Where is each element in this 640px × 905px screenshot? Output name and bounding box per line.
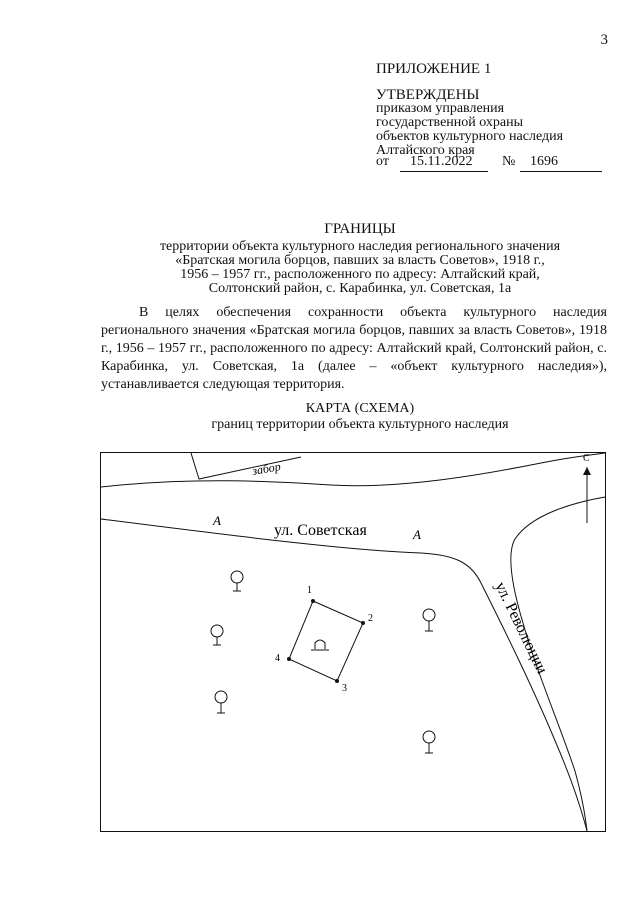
- approved-label: УТВЕРЖДЕНЫ: [376, 87, 480, 103]
- point-label: 4: [275, 653, 280, 664]
- appendix-label: ПРИЛОЖЕНИЕ 1: [376, 61, 492, 77]
- map-scheme: [100, 452, 606, 832]
- subtitle-line: Солтонский район, с. Карабинка, ул. Советская, 1а: [208, 281, 512, 296]
- tree-icon: [211, 625, 223, 645]
- subtitle-line: территории объекта культурного наследия регионального значения: [159, 239, 561, 254]
- subtitle-line: «Братская могила борцов, павших за власть Советов», 1918 г.,: [175, 253, 545, 268]
- sovetskaya-lower-edge: [101, 519, 587, 831]
- sovetskaya-upper-edge: [101, 453, 605, 487]
- fence-label: забор: [251, 459, 282, 478]
- asphalt-mark: А: [413, 527, 421, 542]
- document-subtitle: [80, 240, 640, 296]
- point-label: 1: [307, 585, 312, 596]
- boundary-point: [287, 657, 291, 661]
- date-prefix: от: [376, 154, 389, 169]
- fence-line: [191, 453, 301, 479]
- tree-icon: [231, 571, 243, 591]
- order-date: 15.11.2022: [410, 154, 473, 169]
- tree-icon: [215, 691, 227, 713]
- tree-icon: [423, 731, 435, 753]
- boundary-point: [335, 679, 339, 683]
- map-title: КАРТА (СХЕМА): [305, 401, 415, 416]
- north-label: С: [583, 453, 590, 464]
- approval-line: приказом управления: [376, 101, 505, 116]
- monument-icon: [311, 640, 329, 650]
- order-date-number: [376, 154, 606, 174]
- document-title: ГРАНИЦЫ: [324, 221, 396, 237]
- paragraph-text: В целях обеспечения сохранности объекта культурного наследия регионального значения «Братская могила борцов, павших за власть Советов», 1918 г., 1956 – 1957 гг., расположенного по адресу: Алтайский край, Солтонский район, с. Карабинка, ул. Советская, 1а (далее – «объект культурного наследия»), устанавливается следующая территория.: [101, 305, 607, 392]
- sovetskaya-label: ул. Советская: [274, 522, 367, 539]
- approval-line: государственной охраны: [376, 115, 524, 130]
- boundary-point: [361, 621, 365, 625]
- page-number: 3: [600, 32, 608, 48]
- number-prefix: №: [502, 154, 516, 169]
- boundary-point: [311, 599, 315, 603]
- map-drawing: [101, 453, 605, 831]
- asphalt-mark: А: [213, 513, 221, 528]
- map-subtitle: границ территории объекта культурного наследия: [211, 417, 509, 432]
- date-underline: [400, 171, 488, 172]
- approval-block: [376, 102, 563, 158]
- approval-line: Алтайского края: [376, 143, 475, 158]
- north-arrowhead-icon: [583, 467, 591, 475]
- tree-icon: [423, 609, 435, 631]
- territory-boundary: [289, 601, 363, 681]
- subtitle-line: 1956 – 1957 гг., расположенного по адресу: Алтайский край,: [180, 267, 540, 282]
- point-label: 2: [368, 613, 373, 624]
- revolyutsii-label: ул. Революции: [491, 579, 551, 677]
- order-number: 1696: [530, 154, 558, 169]
- approval-line: объектов культурного наследия: [376, 129, 564, 144]
- point-label: 3: [342, 683, 347, 694]
- revolyutsii-edge: [511, 497, 605, 831]
- body-paragraph: [101, 304, 607, 394]
- number-underline: [520, 171, 602, 172]
